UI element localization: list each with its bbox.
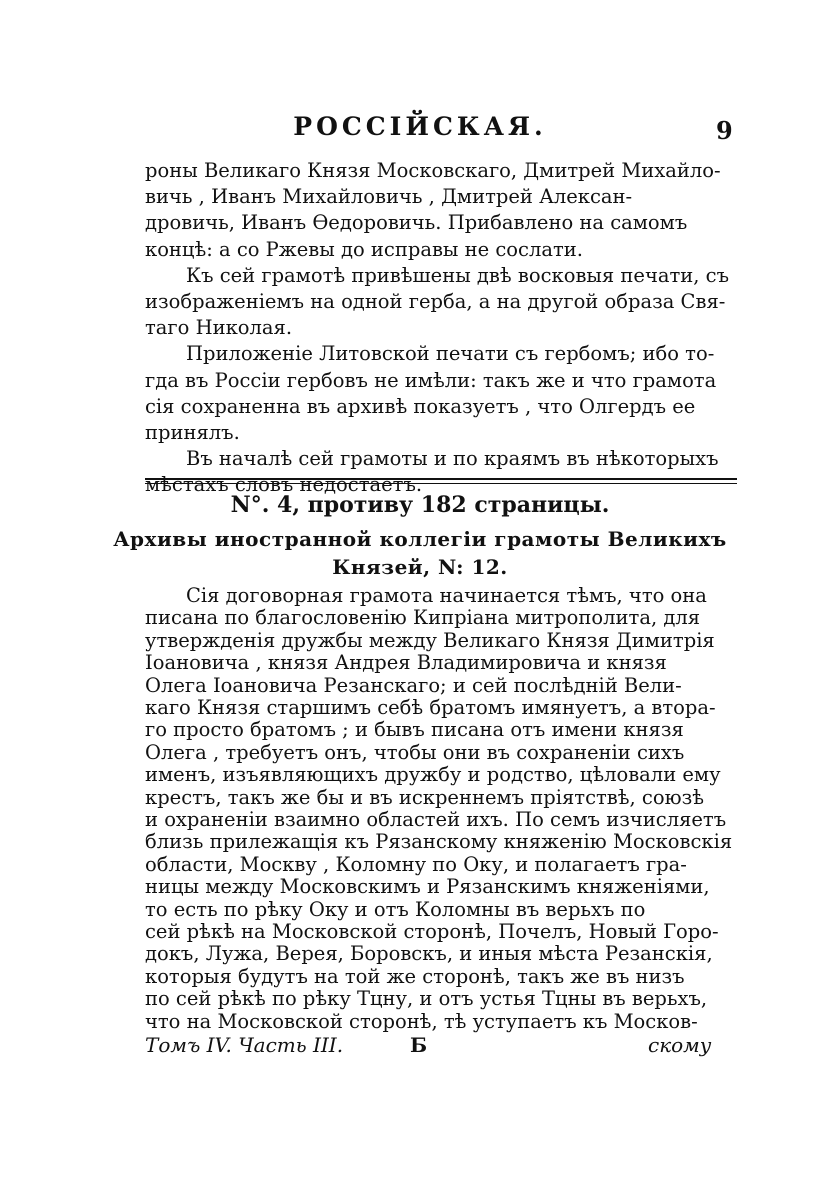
text-line: сей рѣкѣ на Московской сторонѣ, Почелъ, Новый Горо- [145,920,719,943]
text-line: роны Великаго Князя Московскаго, Дмитрей Михайло- [145,159,721,182]
text-line: докъ, Лужа, Верея, Боровскъ, и иныя мѣста Резанскія, [145,942,713,966]
text-line: го просто братомъ ; и бывъ писана отъ имени князя [145,718,684,742]
text-line: близь прилежащія къ Рязанскому княженію Московскія [145,830,733,854]
text-line: таго Николая. [145,316,293,340]
text-line: Къ сей грамотѣ привѣшены двѣ восковыя печати, съ [186,263,730,287]
text-line: дровичь, Иванъ Өедоровичь. Прибавлено на самомъ [145,211,688,235]
text-line: писана по благословенію Кипріана митрополита, для [145,606,701,630]
text-line: и охраненіи взаимно областей ихъ. По семъ изчисляетъ [145,808,727,831]
text-line: ницы между Московскимъ и Рязанскимъ княженіями, [145,875,710,899]
text-line: которыя будутъ на той же сторонѣ, такъ же въ низъ [145,964,685,988]
catchword: скому [648,1033,712,1057]
text-line: концѣ: а со Ржевы до исправы не сослати. [145,237,583,261]
text-line: области, Москву , Коломну по Оку, и полагаетъ гра- [145,852,687,876]
text-line: принялъ. [145,421,240,444]
text-line: каго Князя старшимъ себѣ братомъ имянуетъ, а втора- [145,696,716,719]
text-line: изображеніемъ на одной герба, а на другой образа Свя- [145,290,726,313]
archive-subheading-cont: Князей, N: 12. [332,555,508,579]
text-line: Олега Іоановича Резанскаго; и сей послѣдній Вели- [145,673,682,697]
text-line: сія сохраненна въ архивѣ показуетъ , что Олгердъ ее [145,394,696,418]
text-line: Приложеніе Литовской печати съ гербомъ; ибо то- [186,342,715,366]
volume-footer: Томъ IV. Часть III. [145,1033,344,1057]
text-line: утвержденія дружбы между Великаго Князя Димитрія [145,628,715,652]
text-line: то есть по рѣку Оку и отъ Коломны въ верьхъ по [145,897,646,921]
section-heading: N°. 4, противу 182 страницы. [230,492,610,518]
text-line: именъ, изъявляющихъ дружбу и родство, цѣловали ему [145,763,721,787]
text-line: что на Московской сторонѣ, тѣ уступаетъ къ Москов- [145,1009,698,1033]
text-line: Іоановича , князя Андрея Владимировича и князя [145,651,667,675]
archive-subheading: Архивы иностранной коллегіи грамоты Великихъ [113,527,727,551]
text-line: мѣстахъ словъ недостаетъ. [145,473,423,497]
text-line: Олега , требуетъ онъ, чтобы они въ сохраненіи сихъ [145,740,685,764]
running-header: РОССІЙСКАЯ. [293,112,547,141]
text-line: вичь , Иванъ Михайловичь , Дмитрей Алексан- [145,185,633,209]
text-line: по сей рѣкѣ по рѣку Тцну, и отъ устья Тцны въ верьхъ, [145,987,708,1011]
text-line: Сія договорная грамота начинается тѣмъ, что она [186,584,707,607]
page-number: 9 [716,116,733,145]
text-line: крестъ, такъ же бы и въ искреннемъ пріятствѣ, союзѣ [145,785,704,809]
text-line: Въ началѣ сей грамоты и по краямъ въ нѣкоторыхъ [186,447,719,471]
signature-mark: Б [410,1033,428,1057]
text-line: гда въ Россіи гербовъ не имѣли: такъ же и что грамота [145,368,717,392]
